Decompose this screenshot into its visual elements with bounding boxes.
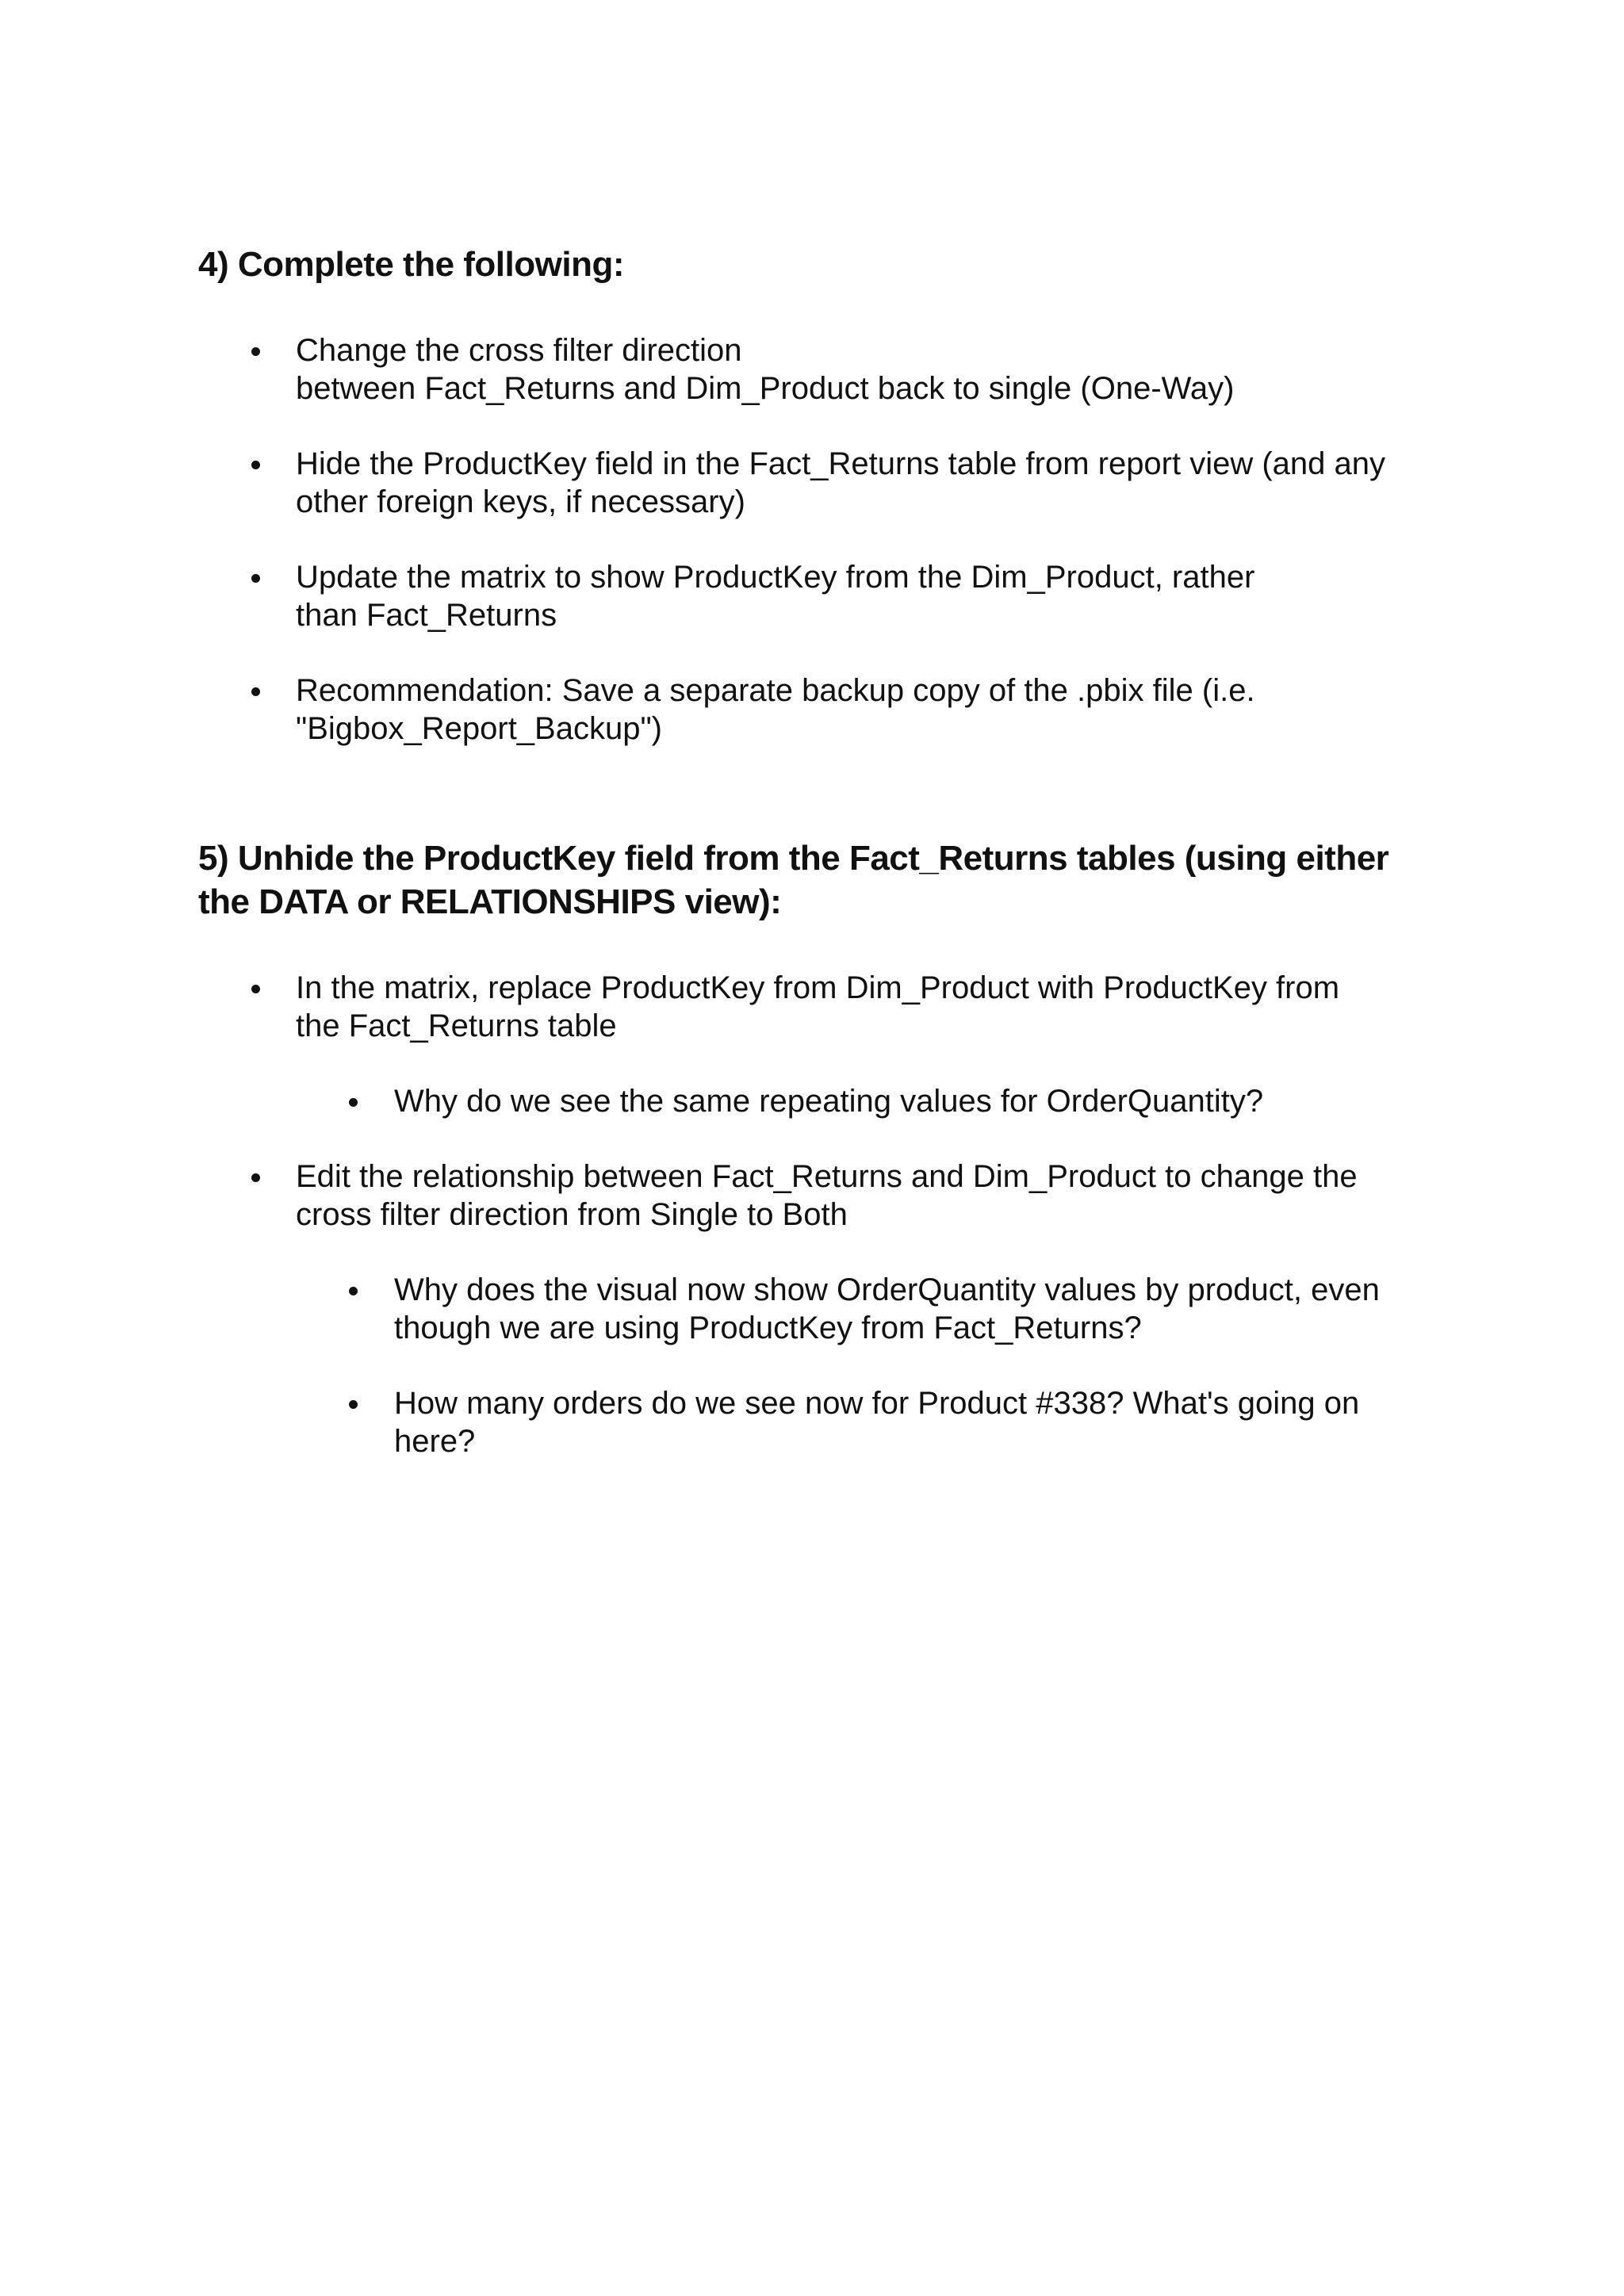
list-item-line: here? bbox=[394, 1424, 476, 1459]
bullet-icon bbox=[349, 1098, 358, 1107]
list-item-line: the Fact_Returns table bbox=[296, 1008, 617, 1043]
list-item-line: In the matrix, replace ProductKey from Dim_Product with ProductKey from bbox=[296, 970, 1340, 1005]
list-item-line: Why does the visual now show OrderQuantity values by product, even bbox=[394, 1272, 1380, 1307]
heading-line: the DATA or RELATIONSHIPS view): bbox=[198, 882, 782, 921]
list-item-line: Hide the ProductKey field in the Fact_Returns table from report view (and any bbox=[296, 446, 1386, 481]
list-item bbox=[296, 672, 1454, 748]
list-item bbox=[296, 331, 1454, 408]
list-item-line: between Fact_Returns and Dim_Product back to single (One-Way) bbox=[296, 371, 1235, 406]
sub-list-item bbox=[394, 1384, 1457, 1460]
bullet-icon bbox=[251, 687, 260, 696]
list-item bbox=[296, 969, 1454, 1045]
list-item-line: Why do we see the same repeating values for OrderQuantity? bbox=[394, 1084, 1264, 1119]
bullet-icon bbox=[251, 461, 260, 469]
section-5-heading bbox=[198, 836, 1451, 924]
bullet-icon bbox=[251, 574, 260, 583]
bullet-icon bbox=[349, 1400, 358, 1409]
bullet-icon bbox=[251, 347, 260, 356]
list-item-line: Change the cross filter direction bbox=[296, 333, 742, 368]
bullet-icon bbox=[349, 1287, 358, 1295]
list-item-line: though we are using ProductKey from Fact_Returns? bbox=[394, 1311, 1142, 1345]
list-item bbox=[296, 445, 1454, 521]
section-4-heading: 4) Complete the following: bbox=[198, 245, 624, 284]
list-item-line: Update the matrix to show ProductKey from the Dim_Product, rather bbox=[296, 560, 1255, 595]
list-item bbox=[296, 558, 1454, 634]
heading-line: 5) Unhide the ProductKey field from the Fact_Returns tables (using either bbox=[198, 839, 1389, 878]
sub-list-item bbox=[394, 1082, 1457, 1120]
list-item-line: How many orders do we see now for Product #338? What's going on bbox=[394, 1386, 1360, 1421]
sub-list-item bbox=[394, 1271, 1457, 1347]
list-item-line: other foreign keys, if necessary) bbox=[296, 484, 745, 519]
bullet-icon bbox=[251, 985, 260, 993]
bullet-icon bbox=[251, 1173, 260, 1182]
list-item-line: than Fact_Returns bbox=[296, 598, 557, 633]
list-item-line: Edit the relationship between Fact_Returns and Dim_Product to change the bbox=[296, 1159, 1358, 1194]
list-item-line: cross filter direction from Single to Both bbox=[296, 1197, 848, 1232]
list-item-line: "Bigbox_Report_Backup") bbox=[296, 711, 662, 746]
list-item bbox=[296, 1158, 1454, 1234]
list-item-line: Recommendation: Save a separate backup copy of the .pbix file (i.e. bbox=[296, 673, 1255, 708]
